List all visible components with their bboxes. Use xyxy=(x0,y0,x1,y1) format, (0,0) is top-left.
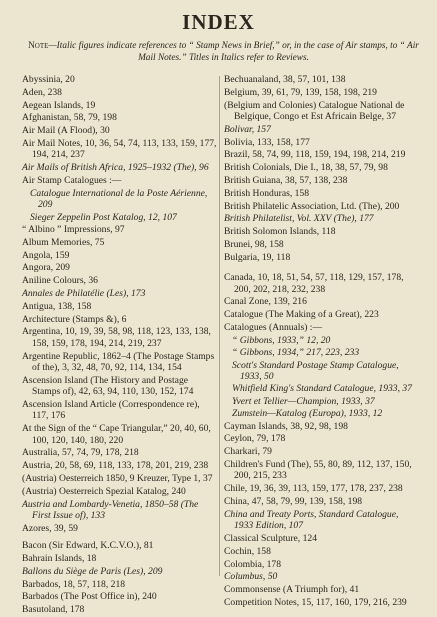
index-entry: British Guiana, 38, 57, 138, 238 xyxy=(224,174,348,186)
index-entry: Air Mail Notes, 10, 36, 54, 74, 113, 133, 159, 177, 194, 214, 237 xyxy=(22,137,217,161)
index-entry: Belgium, 39, 61, 79, 139, 158, 198, 219 xyxy=(224,86,377,98)
index-entry: Annales de Philatélie (Les), 173 xyxy=(22,287,146,299)
index-entry: Ballons du Siège de Paris (Les), 209 xyxy=(22,565,163,577)
index-entry: Air Mail (A Flood), 30 xyxy=(22,125,110,137)
index-entry: Basutoland, 178 xyxy=(22,604,85,616)
index-entry: Architecture (Stamps &), 6 xyxy=(22,313,127,325)
index-entry: Antigua, 138, 158 xyxy=(22,300,92,312)
index-entry: Classical Sculpture, 124 xyxy=(224,533,317,544)
index-entry: Cochin, 158 xyxy=(224,545,271,557)
index-entry: Ascension Island Article (Correspondence re), 117, 176 xyxy=(22,398,200,422)
index-entry: At the Sign of the “ Cape Triangular,” 20, 40, 60, 100, 120, 140, 180, 220 xyxy=(22,423,211,446)
index-entry: Australia, 57, 74, 79, 178, 218 xyxy=(22,447,139,459)
index-subentry: Zumstein—Katalog (Europa), 1933, 12 xyxy=(232,408,383,420)
index-note xyxy=(22,41,425,64)
index-entry: Aegean Islands, 19 xyxy=(22,99,96,111)
right-column xyxy=(224,74,414,610)
index-entry: Colombia, 178 xyxy=(224,558,282,570)
index-entry: British Solomon Islands, 118 xyxy=(224,226,336,238)
index-subentry: Sieger Zeppelin Post Katalog, 12, 107 xyxy=(30,211,177,223)
index-entry: Canal Zone, 139, 216 xyxy=(224,296,307,308)
index-subentry: Scott's Standard Postage Stamp Catalogue, 1933, 50 xyxy=(232,359,399,382)
index-entry: Austria, 20, 58, 69, 118, 133, 178, 201, 219, 238 xyxy=(22,460,209,472)
index-entry: Catalogues (Annuals) :— xyxy=(224,321,323,333)
index-entry: Columbus, 50 xyxy=(224,571,278,583)
index-entry: Aniline Colours, 36 xyxy=(22,275,98,287)
index-entry: Abyssinia, 20 xyxy=(22,74,75,85)
index-entry: Ascension Island (The History and Postage Stamps of), 42, 63, 94, 110, 130, 152, 174 xyxy=(22,374,194,398)
index-entry: China, 47, 58, 79, 99, 139, 158, 198 xyxy=(224,496,363,507)
index-subentry: Catalogue International de la Poste Aérienne, 209 xyxy=(30,187,208,211)
index-subentry: “ Gibbons, 1934,” 217, 223, 233 xyxy=(232,347,360,359)
note-prefix: Note xyxy=(28,41,49,51)
index-entry: (Austria) Oesterreich 1850, 9 Kreuzer, Type 1, 37 xyxy=(22,472,213,484)
index-subentry: “ Gibbons, 1933,” 12, 20 xyxy=(232,334,331,346)
index-entry: Azores, 39, 59 xyxy=(22,522,78,534)
index-entry: British Colonials, Die I., 18, 38, 57, 79, 98 xyxy=(224,162,388,174)
index-entry: Bulgaria, 19, 118 xyxy=(224,251,291,263)
left-column xyxy=(22,74,217,617)
column-divider xyxy=(219,76,220,576)
index-entry: Ceylon, 79, 178 xyxy=(224,433,286,445)
index-entry: Cayman Islands, 38, 92, 98, 198 xyxy=(224,420,348,432)
index-entry: Children's Fund (The), 55, 80, 89, 112, 137, 150, 200, 215, 233 xyxy=(224,459,412,482)
index-entry: (Austria) Oesterreich Spezial Katalog, 240 xyxy=(22,485,186,497)
index-entry: British Honduras, 158 xyxy=(224,187,310,199)
index-entry: Air Mails of British Africa, 1925–1932 (The), 96 xyxy=(22,162,209,174)
index-entry: Argentine Republic, 1862–4 (The Postage Stamps of the), 3, 32, 48, 70, 92, 114, 134, 154 xyxy=(22,350,215,373)
index-entry: Charkari, 79 xyxy=(224,446,272,458)
index-entry: Bechuanaland, 38, 57, 101, 138 xyxy=(224,74,346,85)
index-entry: Bolivia, 133, 158, 177 xyxy=(224,136,310,148)
index-entry: British Philatelic Association, Ltd. (The), 200 xyxy=(224,200,400,212)
index-subentry: Yvert et Tellier—Champion, 1933, 37 xyxy=(232,395,375,407)
index-entry: Brazil, 58, 74, 99, 118, 159, 194, 198, 214, 219 xyxy=(224,149,406,161)
index-entry: (Belgium and Colonies) Catalogue National de Belgique, Congo et Est Africain Belge, 37 xyxy=(224,99,405,122)
index-subentry: Whitfield King's Standard Catalogue, 1933, 37 xyxy=(232,383,412,395)
index-entry: Bacon (Sir Edward, K.C.V.O.), 81 xyxy=(22,540,154,552)
index-entry: Barbados (The Post Office in), 240 xyxy=(22,591,157,603)
index-entry: Catalogue (The Making of a Great), 223 xyxy=(224,309,379,321)
index-entry: Album Memories, 75 xyxy=(22,236,105,248)
index-entry: Commonsense (A Triumph for), 41 xyxy=(224,584,360,596)
note-text: —Italic figures indicate references to “ Stamp News in Brief,” or, in the case of Air stamps, to “ Air Mail Notes.” Titles in Italics refer to Reviews. xyxy=(48,41,419,63)
index-entry: Competition Notes, 15, 117, 160, 179, 216, 239 xyxy=(224,596,407,608)
index-entry: Angora, 209 xyxy=(22,262,70,274)
index-entry: Chile, 19, 36, 39, 113, 159, 177, 178, 237, 238 xyxy=(224,483,403,495)
index-entry: Canada, 10, 18, 51, 54, 57, 118, 129, 157, 178, 200, 202, 218, 232, 238 xyxy=(224,272,404,295)
index-entry: Angola, 159 xyxy=(22,249,70,261)
index-entry: British Philatelist, Vol. XXV (The), 177 xyxy=(224,213,374,225)
index-entry: Argentina, 10, 19, 39, 58, 98, 118, 123, 133, 138, 158, 159, 178, 194, 214, 219, 237 xyxy=(22,326,211,349)
index-entry: Bolivar, 157 xyxy=(224,123,271,135)
index-entry: Afghanistan, 58, 79, 198 xyxy=(22,112,117,124)
index-entry: China and Treaty Ports, Standard Catalogue, 1933 Edition, 107 xyxy=(224,508,399,532)
index-entry: Austria and Lombardy-Venetia, 1850–58 (The First Issue of), 133 xyxy=(22,498,199,521)
index-entry: Aden, 238 xyxy=(22,86,62,98)
index-entry: Bahrain Islands, 18 xyxy=(22,552,97,564)
index-entry: Barbados, 18, 57, 118, 218 xyxy=(22,578,126,590)
index-entry: “ Albino ” Impressions, 97 xyxy=(22,224,125,235)
index-entry: Brunei, 98, 158 xyxy=(224,238,284,250)
page-title: INDEX xyxy=(182,10,255,34)
index-entry: Air Stamp Catalogues :— xyxy=(22,174,122,186)
